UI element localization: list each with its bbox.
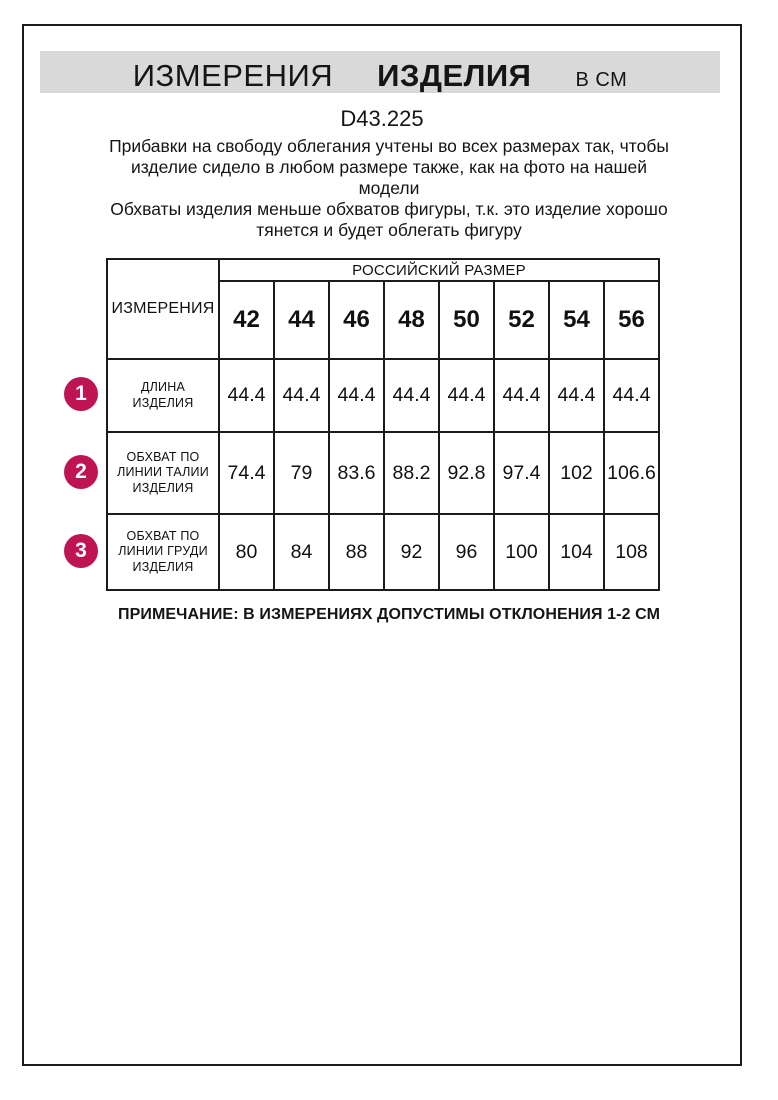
value-cell: 84 <box>274 514 329 590</box>
value-cell: 102 <box>549 432 604 514</box>
value-cell: 44.4 <box>274 359 329 432</box>
product-code: D43.225 <box>340 106 424 131</box>
size-column-header: 52 <box>494 281 549 359</box>
title-word-measurements: ИЗМЕРЕНИЯ <box>132 58 334 93</box>
value-cell: 74.4 <box>219 432 274 514</box>
size-column-header: 50 <box>439 281 494 359</box>
label-line: ИЗДЕЛИЯ <box>132 559 194 574</box>
label-line: ЛИНИИ ТАЛИИ <box>117 465 209 480</box>
value-cell: 79 <box>274 432 329 514</box>
row-number-badge-2: 2 <box>64 455 98 489</box>
size-column-header: 44 <box>274 281 329 359</box>
paragraph-line: тянется и будет облегать фигуру <box>256 220 522 240</box>
label-line: ОБХВАТ ПО <box>126 449 200 464</box>
measure-label-chest <box>107 514 219 590</box>
paragraph-line: изделие сидело в любом размере также, как на фото на нашей <box>130 157 648 177</box>
table-row-waist <box>107 432 659 514</box>
label-line: ИЗДЕЛИЯ <box>132 395 194 410</box>
paragraph-line: Обхваты изделия меньше обхватов фигуры, т.к. это изделие хорошо <box>110 199 668 219</box>
value-cell: 104 <box>549 514 604 590</box>
size-column-header: 46 <box>329 281 384 359</box>
fit-allowance-paragraph <box>84 136 694 199</box>
label-line: ОБХВАТ ПО <box>126 528 200 543</box>
value-cell: 44.4 <box>549 359 604 432</box>
value-cell: 106.6 <box>604 432 659 514</box>
value-cell: 44.4 <box>219 359 274 432</box>
value-cell: 80 <box>219 514 274 590</box>
size-column-header: 54 <box>549 281 604 359</box>
value-cell: 44.4 <box>384 359 439 432</box>
value-cell: 96 <box>439 514 494 590</box>
measure-label-waist <box>107 432 219 514</box>
value-cell: 83.6 <box>329 432 384 514</box>
value-cell: 92.8 <box>439 432 494 514</box>
label-line: ИЗДЕЛИЯ <box>132 480 194 495</box>
title-bar <box>40 51 720 93</box>
title-word-product: ИЗДЕЛИЯ <box>377 58 532 93</box>
measure-label-length <box>107 359 219 432</box>
value-cell: 44.4 <box>604 359 659 432</box>
row-number-badge-3: 3 <box>64 534 98 568</box>
paragraph-line: Прибавки на свободу облегания учтены во всех размерах так, чтобы <box>109 136 669 156</box>
value-cell: 92 <box>384 514 439 590</box>
value-cell: 88 <box>329 514 384 590</box>
label-line: ЛИНИИ ГРУДИ <box>118 544 208 559</box>
value-cell: 44.4 <box>439 359 494 432</box>
value-cell: 44.4 <box>329 359 384 432</box>
size-column-header: 42 <box>219 281 274 359</box>
stretch-note-paragraph <box>84 199 694 241</box>
size-column-header: 56 <box>604 281 659 359</box>
tolerance-note: ПРИМЕЧАНИЕ: В ИЗМЕРЕНИЯХ ДОПУСТИМЫ ОТКЛОНЕНИЯ 1-2 СМ <box>118 606 660 623</box>
title-unit-cm: В СМ <box>575 69 628 91</box>
russian-size-group-header: РОССИЙСКИЙ РАЗМЕР <box>219 259 659 281</box>
label-line: ДЛИНА <box>140 380 186 394</box>
table-row-chest <box>107 514 659 590</box>
value-cell: 108 <box>604 514 659 590</box>
value-cell: 44.4 <box>494 359 549 432</box>
row-number-badge-1: 1 <box>64 377 98 411</box>
value-cell: 88.2 <box>384 432 439 514</box>
value-cell: 97.4 <box>494 432 549 514</box>
paragraph-line: модели <box>358 178 420 198</box>
table-corner-header: ИЗМЕРЕНИЯ <box>107 259 219 359</box>
size-column-header: 48 <box>384 281 439 359</box>
value-cell: 100 <box>494 514 549 590</box>
table-row-length <box>107 359 659 432</box>
size-measurement-table <box>106 258 660 591</box>
